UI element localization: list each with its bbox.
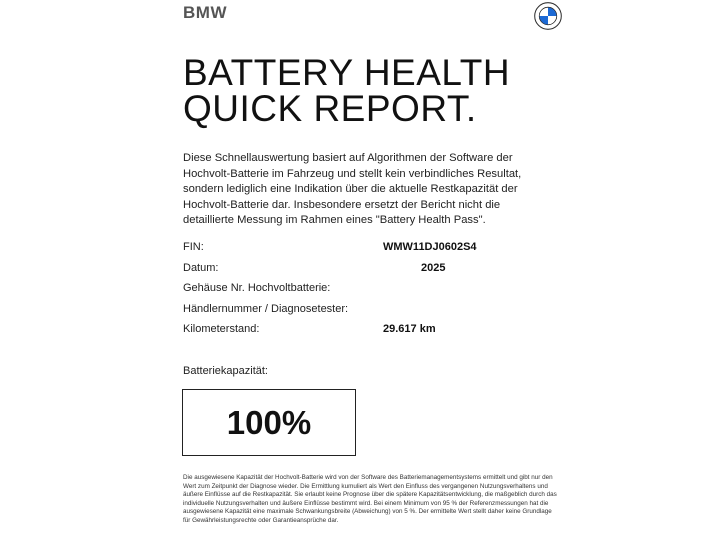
- disclaimer-footnote: Die ausgewiesene Kapazität der Hochvolt-Batterie wird von der Software des Batteriemanagementsystems ermittelt und gibt nur den Wert zum Zeitpunkt der Diagnose wieder. Die Ermittlung kumuliert als Wert den Einfluss des vergangenen Nutzungsverhaltens und äußere Einflüsse auf die Restkapazität. Sie erlaubt keine Prognose über die spätere Kapazitätsentwicklung, die maßgeblich durch das individuelle Nutzungsverhalten und äußere Einflüsse bestimmt wird. Bei einem Minimum von 95 % der Referenzmessungen hat die ausgewiesene Kapazität eine maximale Schwankungsbreite (Abweichung) von 5 %. Der ermittelte Wert stellt daher keine Grundlage für Gewährleistungsrechte oder Garantieansprüche dar.: [183, 474, 557, 524]
- field-dealer-number: [183, 302, 543, 323]
- field-label: FIN:: [183, 241, 204, 253]
- field-fin: [183, 240, 543, 261]
- field-label: Datum:: [183, 261, 219, 274]
- intro-paragraph: Diese Schnellauswertung basiert auf Algorithmen der Software der Hochvolt-Batterie im Fahrzeug und stellt kein verbindliches Resultat, sondern lediglich eine Indikation über die aktuelle Restkapazität der Hochvolt-Batterie dar. Insbesondere ersetzt der Bericht nicht die detaillierte Messung im Rahmen eines "Battery Health Pass".: [183, 152, 522, 226]
- brand-name: BMW: [183, 3, 227, 22]
- title-line-1: BATTERY HEALTH: [183, 52, 511, 93]
- field-value: WMW11DJ0602S4: [383, 241, 477, 253]
- field-date: [183, 261, 543, 282]
- capacity-label: Batteriekapazität:: [183, 365, 268, 377]
- field-label: Händlernummer / Diagnosetester:: [183, 302, 349, 315]
- field-housing-number: [183, 281, 543, 302]
- field-label: Kilometerstand:: [183, 323, 260, 335]
- capacity-value: 100%: [226, 403, 312, 441]
- capacity-box: [182, 389, 356, 456]
- field-label: Gehäuse Nr. Hochvoltbatterie:: [183, 282, 331, 294]
- vehicle-info-fields: [183, 240, 543, 343]
- title-line-2: QUICK REPORT.: [183, 88, 477, 129]
- field-value: 2025: [421, 261, 446, 274]
- bmw-roundel-icon: [534, 2, 562, 30]
- field-value: 29.617 km: [383, 323, 436, 335]
- report-title: [183, 52, 583, 129]
- field-mileage: [183, 322, 543, 343]
